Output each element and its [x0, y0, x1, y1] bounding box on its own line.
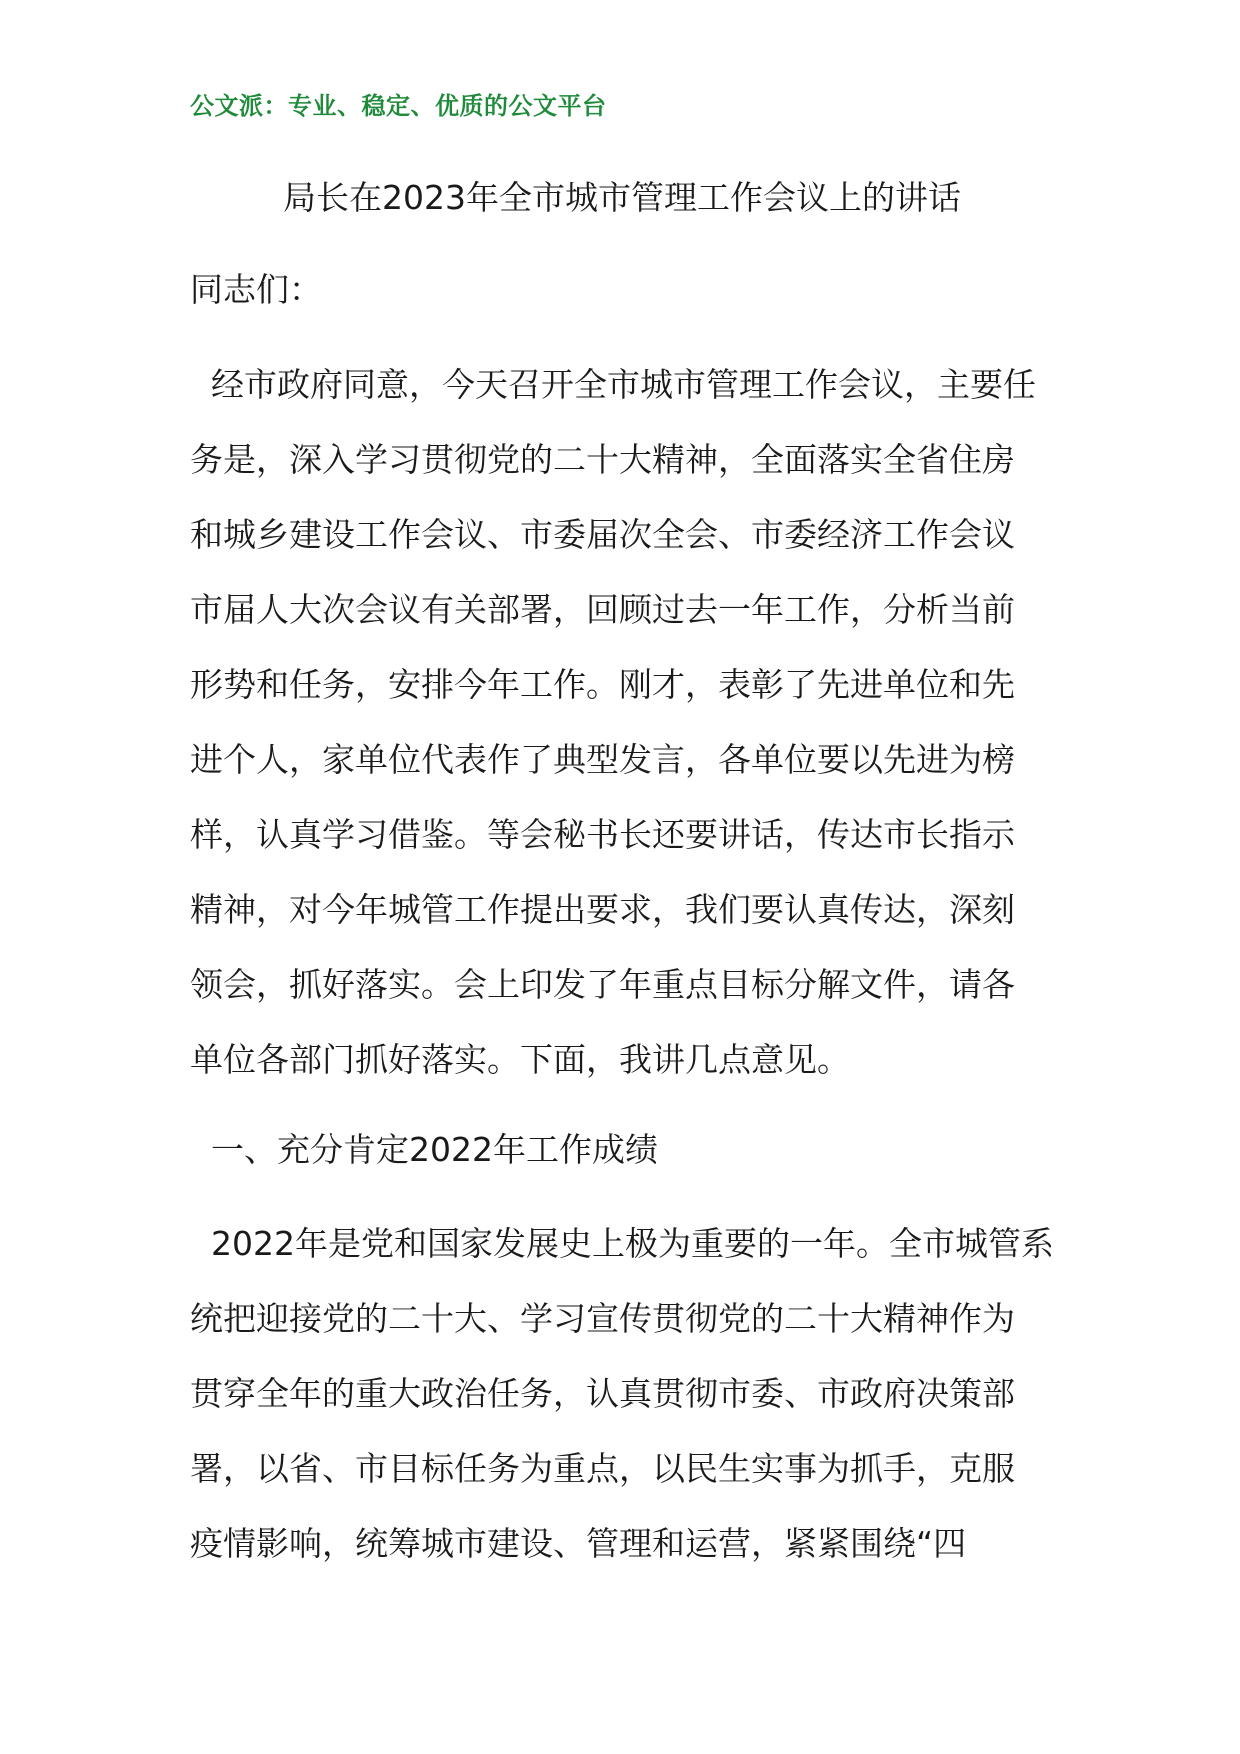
text-line: 单位各部门抓好落实。下面，我讲几点意见。 — [190, 1040, 850, 1079]
paragraph-intro — [190, 347, 1054, 1097]
text-line: 疫情影响，统筹城市建设、管理和运营，紧紧围绕“四 — [190, 1524, 967, 1563]
text-line: 署，以省、市目标任务为重点，以民生实事为抓手，克服 — [190, 1449, 1015, 1488]
section-heading-1: 一、充分肯定2022年工作成绩 — [190, 1130, 658, 1169]
text-line: 2022年是党和国家发展史上极为重要的一年。全市城管系 — [190, 1224, 1054, 1263]
text-line: 经市政府同意，今天召开全市城市管理工作会议，主要任 — [190, 365, 1036, 404]
text-line: 务是，深入学习贯彻党的二十大精神，全面落实全省住房 — [190, 440, 1015, 479]
document-title: 局长在2023年全市城市管理工作会议上的讲话 — [283, 178, 961, 217]
text-line: 精神，对今年城管工作提出要求，我们要认真传达，深刻 — [190, 890, 1015, 929]
paragraph-achievements — [190, 1206, 1054, 1581]
text-line: 样，认真学习借鉴。等会秘书长还要讲话，传达市长指示 — [190, 815, 1015, 854]
text-line: 贯穿全年的重大政治任务，认真贯彻市委、市政府决策部 — [190, 1374, 1015, 1413]
salutation: 同志们： — [190, 270, 322, 309]
text-line: 进个人，家单位代表作了典型发言，各单位要以先进为榜 — [190, 740, 1015, 779]
text-line: 市届人大次会议有关部署，回顾过去一年工作，分析当前 — [190, 590, 1015, 629]
text-line: 和城乡建设工作会议、市委届次全会、市委经济工作会议 — [190, 515, 1015, 554]
text-line: 领会，抓好落实。会上印发了年重点目标分解文件，请各 — [190, 965, 1015, 1004]
text-line: 形势和任务，安排今年工作。刚才，表彰了先进单位和先 — [190, 665, 1015, 704]
text-line: 统把迎接党的二十大、学习宣传贯彻党的二十大精神作为 — [190, 1299, 1015, 1338]
brand-header: 公文派：专业、稳定、优质的公文平台 — [190, 92, 607, 120]
